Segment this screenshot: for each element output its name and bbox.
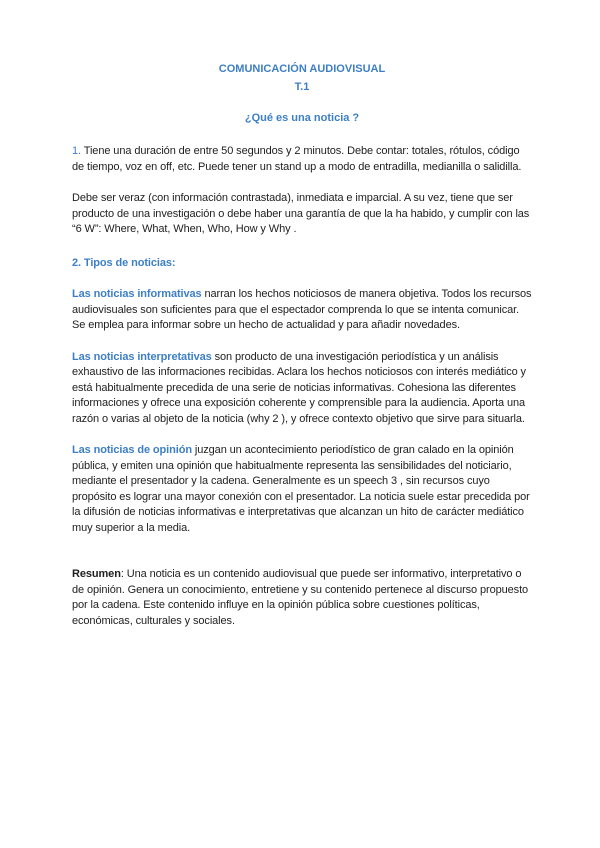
document-page [72,62,532,629]
paragraph-interpretativas [72,350,532,428]
paragraph-requirements: Debe ser veraz (con información contrastada), inmediata e imparcial. A su vez, tiene que ser producto de una investigación o debe haber una garantía de que la ha habido, y cumplir con las “6 W”: Where, What, When, Who, How y Why . [72,192,530,235]
question-heading: ¿Qué es una noticia ? [244,112,360,124]
paragraph-resumen-text: : Una noticia es un contenido audiovisual que puede ser informativo, interpretativo o de opinión. Genera un conocimiento, entretiene y su contenido pertenece al discurso propuesto por la cadena. Este contenido influye en la opinión pública sobre cuestiones políticas, económicas, culturales y sociales. [72,568,529,627]
paragraph-number: 1. [72,145,81,157]
paragraph-duration-text: Tiene una duración de entre 50 segundos y 2 minutos. Debe contar: totales, rótulos, código de tiempo, voz en off, etc. Puede tener un stand up a modo de entradilla, medianilla o salidilla. [72,145,522,173]
paragraph-opinion [72,443,532,536]
paragraph-opinion-text: juzgan un acontecimiento periodístico de gran calado en la opinión pública, y emiten una opinión que habitualmente representa las sensibilidades del noticiario, mediante el presentador y la cadena. Generalmente es un speech 3 , sin recursos cuyo propósito es lograr una mayor conexión con el presentador. La noticia suele estar precedida por la difusión de noticias informativas e interpretativas que alcanzan un hito de carácter mediático muy superior a la media. [72,444,530,534]
term-interpretativas: Las noticias interpretativas [72,350,212,363]
term-informativas: Las noticias informativas [72,288,202,300]
paragraph-duration [72,144,532,175]
document-title: COMUNICACIÓN AUDIOVISUAL [218,63,386,75]
term-opinion: Las noticias de opinión [72,444,192,456]
paragraph-informativas-text: narran los hechos noticiosos de manera objetiva. Todos los recursos audiovisuales son suficientes para que el espectador comprenda lo que se intenta comunicar. Se emplea para informar sobre un hecho de actualidad y para añadir novedades. [72,288,532,331]
unit-label: T.1 [294,81,310,93]
section-heading-types: 2. Tipos de noticias: [72,256,176,269]
paragraph-informativas [72,287,532,334]
term-resumen: Resumen [72,568,121,580]
paragraph-interpretativas-text: son producto de una investigación periodística y un análisis exhaustivo de las informaciones recibidas. Aclara los hechos noticiosos con interés mediático y está habitualmente precedida de una serie de noticias informativas. Cohesiona las diferentes informaciones y ofrece una exposición coherente y comprensible para la audiencia. Aporta una razón o varias al objeto de la noticia (why 2 ), y ofrece contexto objetivo que sirve para situarla. [72,350,526,425]
paragraph-resumen [72,567,532,629]
